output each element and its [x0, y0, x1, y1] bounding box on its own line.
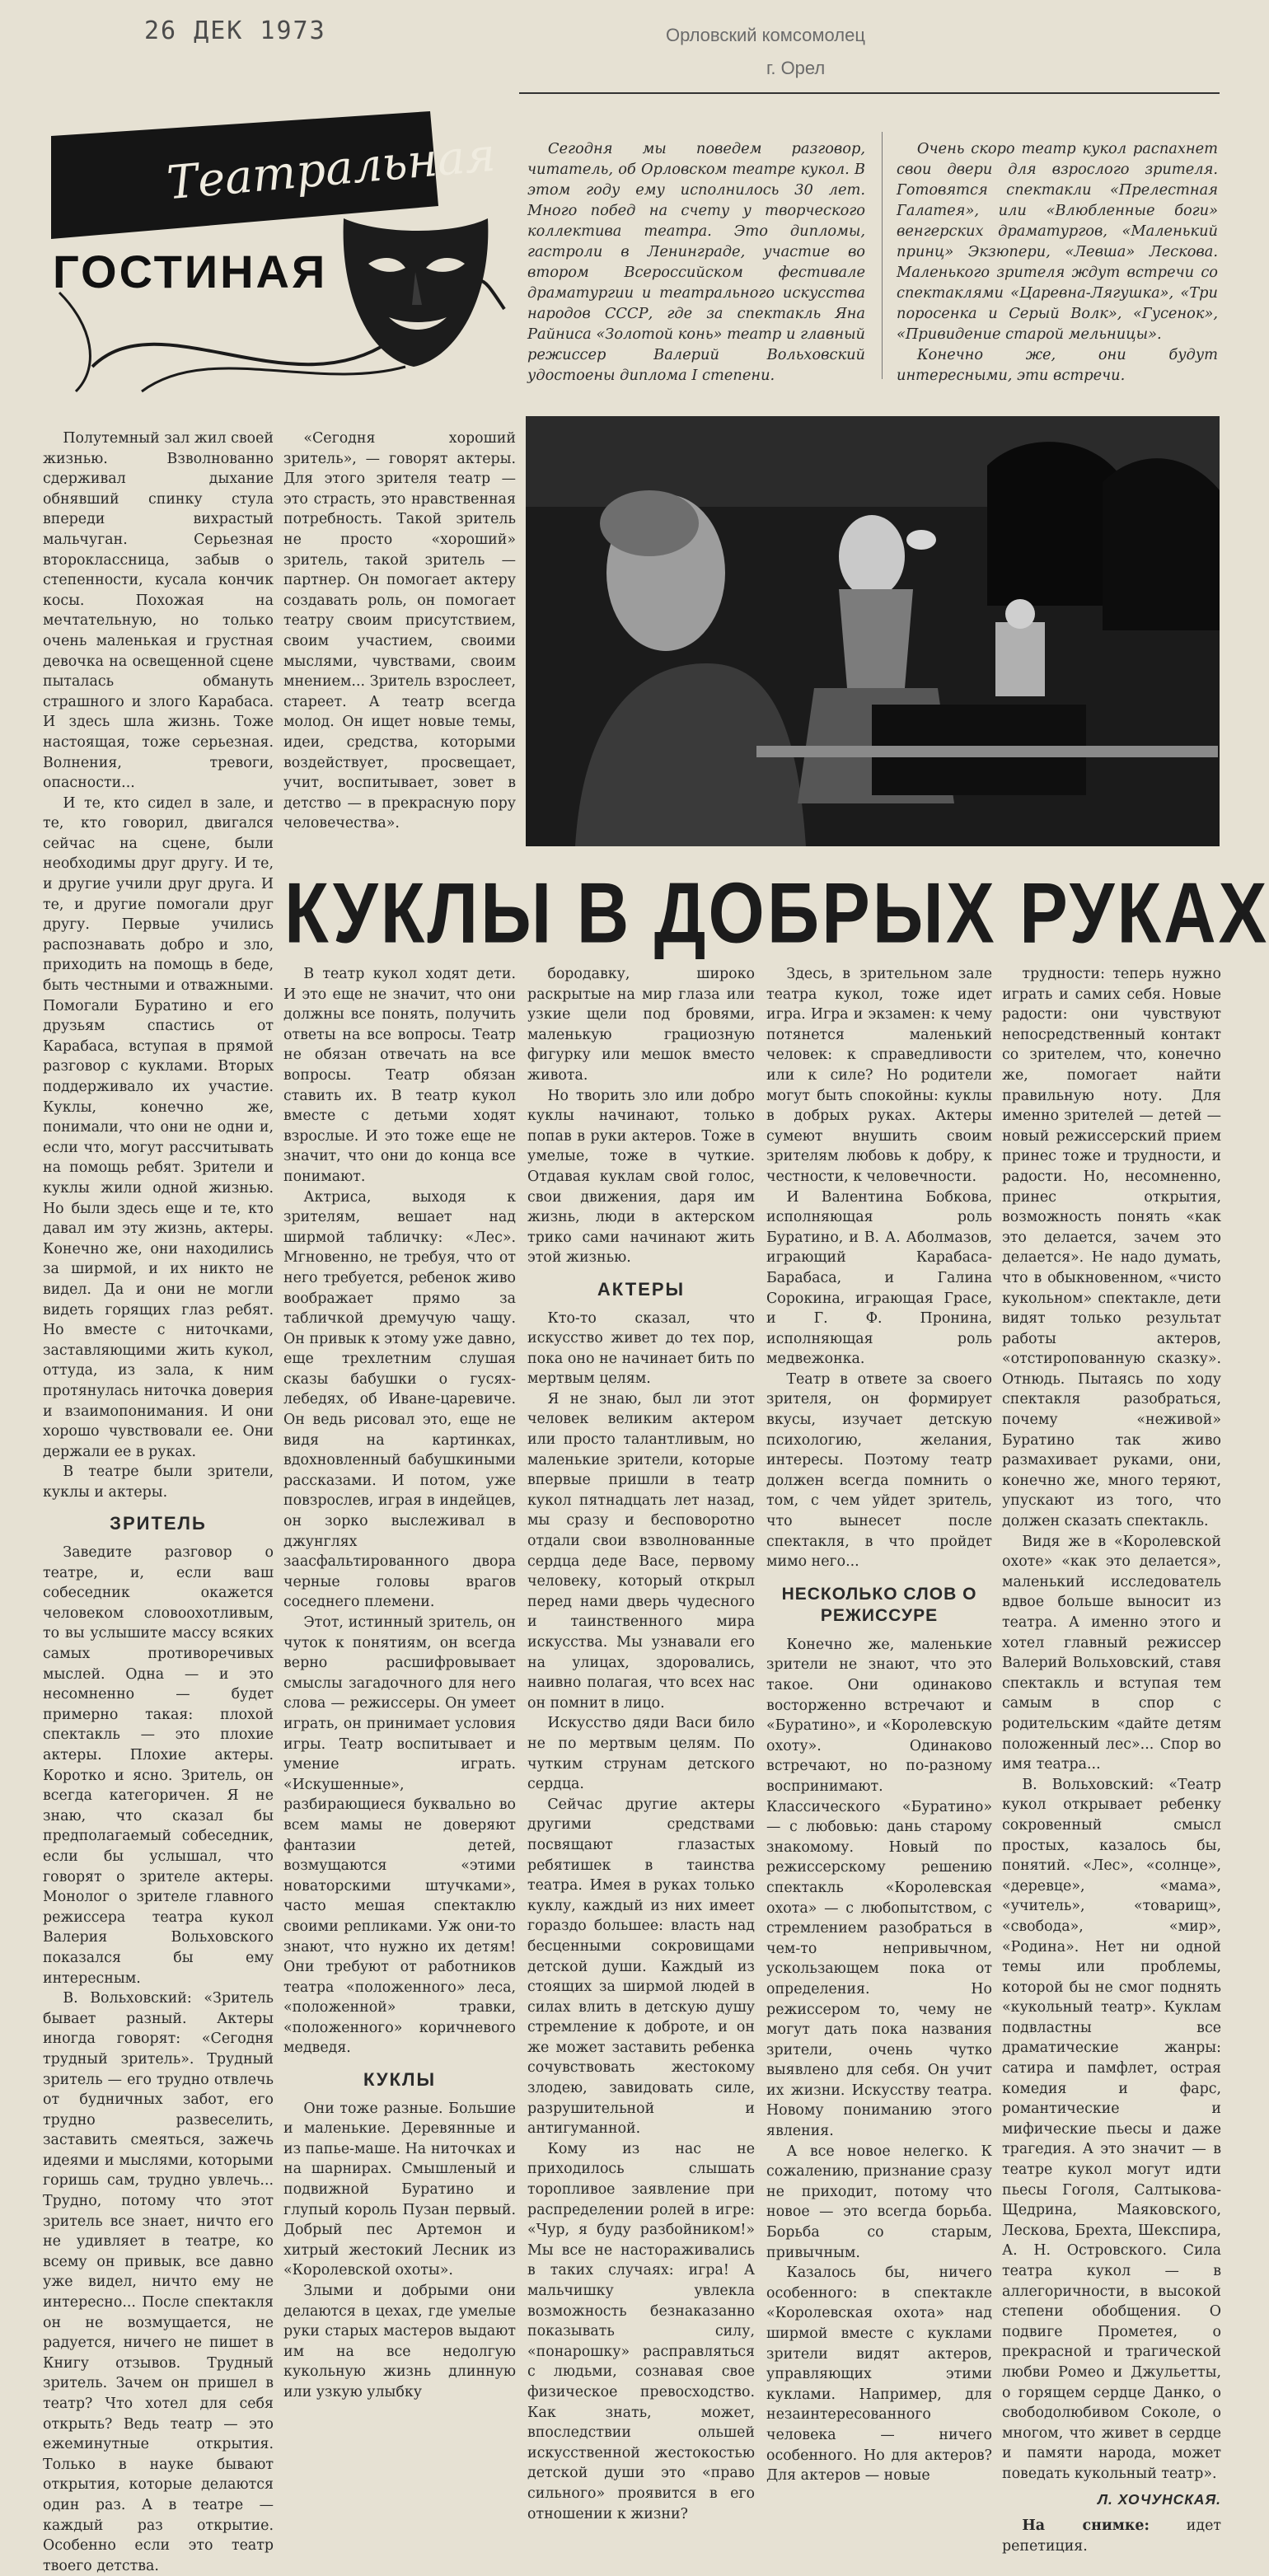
section-heading-viewer: ЗРИТЕЛЬ [110, 1513, 207, 1534]
col4-paragraph: Здесь, в зрительном зале театра кукол, тоже идет игра. Игра и экзамен: к чему потянется маленький человек: к справедливости или к силе? Но родители могут быть спокойны: куклы в добрых руках. Актеры сумеют внушить своим зрителям любовь к добру, к честности, к человечности. [766, 966, 992, 1185]
col1-paragraph: Полутемный зал жил своей жизнью. Взволнованно сдерживал дыхание обнявший спинку стула впереди вихрастый мальчуган. Серьезная второклассница, забыв о степенности, кусала кончик косы. Похожая на мечтательную, но только очень маленькая и грустная девочка на освещенной сцене пыталась обмануть страшного и злого Карабаса. И здесь шла жизнь. Тоже настоящая, тоже серьезная. Волнения, тревоги, опасности... [43, 430, 274, 792]
author-signature: Л. ХОЧУНСКАЯ. [1098, 2490, 1221, 2508]
section-heading-actors: АКТЕРЫ [597, 1278, 686, 1300]
rehearsal-photo-graphic [526, 416, 1220, 846]
col2-paragraph: Они тоже разные. Большие и маленькие. Деревянные и из папье-маше. На ниточках и на шарнирах. Смышленый и подвижной Буратино и глупый король Пузан первый. Добрый пес Артемон и хитрый жестокий Лесник из «Королевской охоты». [283, 2100, 516, 2279]
photo-caption [1002, 2516, 1221, 2556]
rubric-logo [43, 95, 521, 408]
col2-paragraph: Злыми и добрыми они делаются в цехах, где умелые руки старых мастеров выдают им на все недолгую кукольную жизнь длинную или узкую улыбку [283, 2283, 516, 2400]
col1-paragraph: В театре были зрители, куклы и актеры. [43, 1464, 274, 1501]
col3-paragraph: Искусство дяди Васи било не по мертвым целям. По чутким струнам детского сердца. [527, 1715, 755, 1793]
col2-paragraph: «Сегодня хороший зритель», — говорят актеры. Для этого зрителя театр — это страсть, это нравственная потребность. Такой зритель не просто «хороший» зритель, такой зритель — партнер. Он помогает актеру создавать роль, он помогает театру своим присутствием, своим участием, своими мыслями, чувствами, своим мнением... Зритель взрослеет, стареет. А театр всегда молод. Он ищет новые темы, идеи, средства, которыми воздействует, просвещает, учит, воспитывает, зовет в детство — в прекрасную пору человечества». [283, 430, 516, 832]
photo-caption-text: идет репетиция. [1002, 2517, 1222, 2555]
rehearsal-photo [526, 416, 1220, 846]
photo-caption-label: На снимке: [1022, 2517, 1150, 2535]
col4-paragraph: Театр в ответе за своего зрителя, он формирует вкусы, изучает детскую психологию, желания, интересы. Поэтому театр должен всегда помнить о том, с чем уйдет зритель, что вынесет после спектакля, в что пройдет мимо него... [766, 1370, 992, 1571]
col5-paragraph: В. Вольховский: «Театр кукол открывает ребенку сокровенный смысл простых, казалось бы, понятий. «Лес», «солнце», «деревце», «мама», «учитель», «товарищ», «свобода», «мир», «Родина». Нет ни одной темы или проблемы, которой бы не смог поднять «кукольный театр». Куклам подвластны все драматические жанры: сатира и памфлет, острая комедия и фарс, романтические и мифические пьесы и даже трагедия. А это значит — в театре кукол могут идти пьесы Гоголя, Салтыкова-Щедрина, Маяковского, Лескова, Брехта, Шекспира, А. Н. Островского. Сила театра кукол — в аллегоричности, в высокой степени обобщения. О подвиге Прометея, о прекрасной и трагической любви Ромео и Джульетты, о горящем сердце Данко, о свободолюбивом Соколе, о многом, что живет в сердце и памяти народа, может поведать кукольный театр». [1002, 1776, 1221, 2482]
intro-top-rule [519, 92, 1220, 94]
col4-paragraph: А все новое нелегко. К сожалению, признание сразу не приходит, потому что новое — это всегда борьба. Борьба со старым, привычным. [766, 2143, 992, 2261]
rubric-script-title: Театральная [164, 128, 498, 211]
col2-paragraph: Актриса, выходя к зрителям, вешает над ширмой табличку: «Лес». Мгновенно, не требуя, что от него требуется, ребенок живо воображает прямо за табличкой дремучую чащу. Он привык к этому уже давно, еще трехлетним слушая сказы бабушки о гусях-лебедях, об Иване-царевиче. Он ведь рисовал это, еще не видя на картинках, вдохновленный бабушкиными рассказами. И потом, уже повзрослев, играя в индейцев, он зорко выслеживал в джунглях заасфальтированного двора черные головы врагов соседнего племени. [283, 1188, 516, 1611]
column-5 [1002, 964, 1222, 2555]
col4-paragraph: Казалось бы, ничего особенного: в спектакле «Королевская охота» над ширмой вместе с куклами зрители видят актеров, управляющих этими куклами. Например, для незаинтересованного человека — ничего особенного. Но для актеров? Для актеров — новые [766, 2265, 992, 2485]
column-3 [527, 964, 755, 2522]
intro-right-column [897, 138, 1218, 410]
col3-paragraph: бородавку, широко раскрытые на мир глаза или узкие щели под бровями, маленькую грациозную фигурку или мешок вместо живота. [527, 966, 755, 1084]
col3-paragraph: Кто-то сказал, что искусство живет до тех пор, пока оно не начинает бить по мертвым целям. [527, 1309, 755, 1388]
intro-divider [882, 132, 883, 379]
col3-paragraph: Но творить зло или добро куклы начинают, только попав в руки актеров. Тоже в умелые, тоже в чуткие. Отдавая куклам свой голос, свои движения, даря им жизнь, люди в актерском трико сами начинают жить этой жизнью. [527, 1087, 755, 1267]
source-name: Орловский комсомолец [666, 25, 865, 45]
date-stamp: 26 ДЕК 1973 [144, 16, 326, 45]
col3-paragraph: Я не знаю, был ли этот человек великим актером или просто талантливым, но маленькие зрители, которые впервые пришли в театр кукол пятнадцать лет назад, мы сразу и бесповоротно отдали свои взволнованные сердца деде Васе, первому человеку, который открыл перед нами дверь чудесного и таинственного мира искусства. Мы узнавали его на улицах, здоровались, наивно полагая, что всех нас он помнит в лицо. [527, 1390, 755, 1712]
intro-right-closing: Конечно же, они будут интересными, эти встречи. [897, 346, 1218, 384]
col2-paragraph: В театр кукол ходят дети. И это еще не значит, что они должны все понять, получить ответы на все вопросы. Театр не обязан отвечать на все вопросы. Театр обязан ставить их. В театр кукол вместе с детьми ходят взрослые. И это тоже еще не значит, что они до конца все понимают. [283, 966, 516, 1185]
rubric-block-title: ГОСТИНАЯ [53, 246, 328, 297]
col4-paragraph: Конечно же, маленькие зрители не знают, что это такое. Они одинаково восторженно встречают и «Буратино», и «Королевскую охоту». Одинаково встречают, но по-разному воспринимают. Классического «Буратино» — с любовью: дань старому знакомому. Новый по режиссерскому решению спектакль «Королевская охота» — с любопытством, с стремлением разобраться в чем-то непривычном, ускользающем пока от определения. Но режиссером то, чему не могут дать пока названия зрители, очень чутко выявлено для себя. Он учит их жизни. Искусству театра. Новому пониманию этого явления. [766, 1636, 992, 2140]
theatre-mask-icon [344, 218, 489, 367]
column-4 [766, 964, 992, 2485]
section-heading-puppets: КУКЛЫ [363, 2069, 437, 2091]
intro-right-text: Очень скоро театр кукол распахнет свои двери для взрослого зрителя. Готовятся спектакли «Прелестная Галатея», или «Влюбленные боги» венгерских драматургов, «Маленький принц» Экзюпери, «Левша» Лескова. Маленького зрителя ждут встречи со спектаклями «Царевна-Лягушка», «Три поросенка и Серый Волк», «Гусенок», «Привидение старой мельницы». [897, 140, 1218, 343]
source-city: г. Орел [766, 58, 826, 78]
column-1 [43, 429, 274, 2574]
col2-paragraph: Этот, истинный зритель, он чуток к понятиям, он всегда верно расшифровывает смыслы загадочного для него слова — режиссеры. Он умеет играть, он принимает условия игры. Театр воспитывает и умение играть. «Искушенные», разбирающиеся буквально во всем мамы не доверяют фантазии детей, возмущаются «этими новаторскими штучками», часто мешая спектаклю своими репликами. Уж они-то знают, что нужно их детям! Они требуют от работников театра «положенного» леса, «положенной» травки, «положенного» коричневого медведя. [283, 1614, 516, 2057]
col1-paragraph: Заведите разговор о театре, и, если ваш собеседник окажется человеком словоохотливым, то вы услышите массу всяких самых противоречивых мыслей. Одна — и это несомненно — будет примерно такая: плохой спектакль — это плохие актеры. Плохие актеры. Коротко и ясно. Зритель, он всегда категоричен. Я не знаю, что сказал бы предполагаемый собеседник, если бы услышал, что говорят о зрителе актеры. Монолог о зрителе главного режиссера театра кукол Валерия Вольховского показался бы ему интересным. [43, 1544, 274, 1987]
column-2 [283, 964, 516, 2400]
col1-paragraph: И те, кто сидел в зале, и те, кто говорил, двигался сейчас на сцене, были необходимы друг другу. И те, и другие учили друг друга. И те, и другие помогали друг другу. Первые учились распознавать добро и зло, приходить на помощь в беде, быть честными и отважными. Помогали Буратино и его друзьям спастись от Карабаса, вступая в прямой разговор с куклами. Вторых поддерживало их участие. Куклы, конечно же, понимали, что они не одни и, если что, могут рассчитывать на помощь ребят. Зрители и куклы жили одной жизнью. Но были здесь еще и те, кто давал им эту жизнь, актеры. Конечно же, они находились за ширмой, и их никто не видел. Да и они не могли видеть горящих глаз ребят. Но вместе с ниточками, заставляющими жить кукол, оттуда, из зала, к ним протянулась ниточка доверия и взаимопонимания. И они хорошо чувствовали ее. Они держали ее в руках. [43, 794, 274, 1460]
col3-paragraph: Кому из нас не приходилось слышать торопливое заявление при распределении ролей в игре: «Чур, я буду разбойником!» Мы все не настораживались в таких случаях: игра! А мальчишку увлекла возможность безнаказанно показывать силу, «понарошку» расправляться с людьми, сознавая свое физическое превосходство. Как знать, может, впоследствии ольшей искусственной жестокостью детской души это «право сильного» проявится в его отношении к жизни? [527, 2140, 755, 2522]
column-2-top [283, 429, 516, 857]
col5-paragraph: трудности: теперь нужно играть и самих себя. Новые радости: они чувствуют непосредственный контакт со зрителем, что, конечно же, помогает найти правильную ноту. Для именно зрителей — детей — новый режиссерский прием принес тоже и трудности, и радости. Но, несомненно, принес открытия, возможность понять «как это делается, зачем это делается». Не надо думать, что в обыкновенном, «чисто кукольном» спектакле, дети видят только результат работы актеров, «отстиропованную сказку». Отнюдь. Пытаясь по ходу спектакля разобраться, почему «неживой» Буратино так живо размахивает руками, они, конечно же, много теряют, упускают из того, что должен сказать спектакль. [1002, 966, 1221, 1530]
col3-paragraph: Сейчас другие актеры другими средствами посвящают глазастых ребятишек в таинства театра. Имея в руках только куклу, каждый из них имеет гораздо большее: власть над бесценными сокровищами детской души. Каждый из стоящих за ширмой людей в силах влить в детскую душу стремление к доброте, и он же может заставить ребенка сочувствовать жестокому злодею, завидовать силе, разрушительной и антигуманной. [527, 1796, 755, 2138]
col4-paragraph: И Валентина Бобкова, исполняющая роль Буратино, и В. А. Аболмазов, играющий Карабаса-Барабаса, и Галина Сорокина, играющая Грасе, и Г. Ф. Пронина, исполняющая роль медвежонка. [766, 1188, 992, 1368]
intro-left-text: Сегодня мы поведем разговор, читатель, об Орловском театре кукол. В этом году ему исполнилось 30 лет. Много побед на счету у творческого коллектива театра. Это дипломы, гастроли в Ленинграде, участие во втором Всероссийском фестивале драматургии и театрального искусства народов СССР, где за спектакль Яна Райниса «Золотой конь» театр и главный режиссер Валерий Вольховский удостоены диплома I степени. [527, 140, 865, 384]
article-headline: КУКЛЫ В ДОБРЫХ РУКАХ [284, 864, 1269, 961]
col5-paragraph: Видя же в «Королевской охоте» «как это делается», маленький исследователь вдвое больше выносит из театра. А именно этого и хотел главный режиссер Валерий Вольховский, ставя спектакль и вступая тем самым в спор с родительским «дайте детям положенный лес»... Спор во имя театра... [1002, 1533, 1221, 1773]
section-heading-direction: НЕСКОЛЬКО СЛОВ О РЕЖИССУРЕ [781, 1584, 977, 1625]
intro-left-column [527, 138, 865, 384]
col1-paragraph: В. Вольховский: «Зритель бывает разный. Актеры иногда говорят: «Сегодня трудный зритель». Трудный зритель — его трудно отвлечь от будничных забот, его трудно развеселить, заставить смеяться, зажечь идеями и мыслями, которыми горишь сам, трудно увлечь... Трудно, потому что этот зритель все знает, ничто его не удивляет в театре, ко всему он привык, все давно уже видел, ничто ему не интересно... После спектакля он не возмущается, не радуется, ничего не пишет в Книгу отзывов. Трудный зритель. Зачем он пришел в театр? Что хотел для себя открыть? Ведь театр — это ежеминутные открытия. Только в науке бывают открытия, которые делаются один раз. А в театре — каждый раз открытие. Особенно если это театр твоего детства. [43, 1990, 274, 2574]
